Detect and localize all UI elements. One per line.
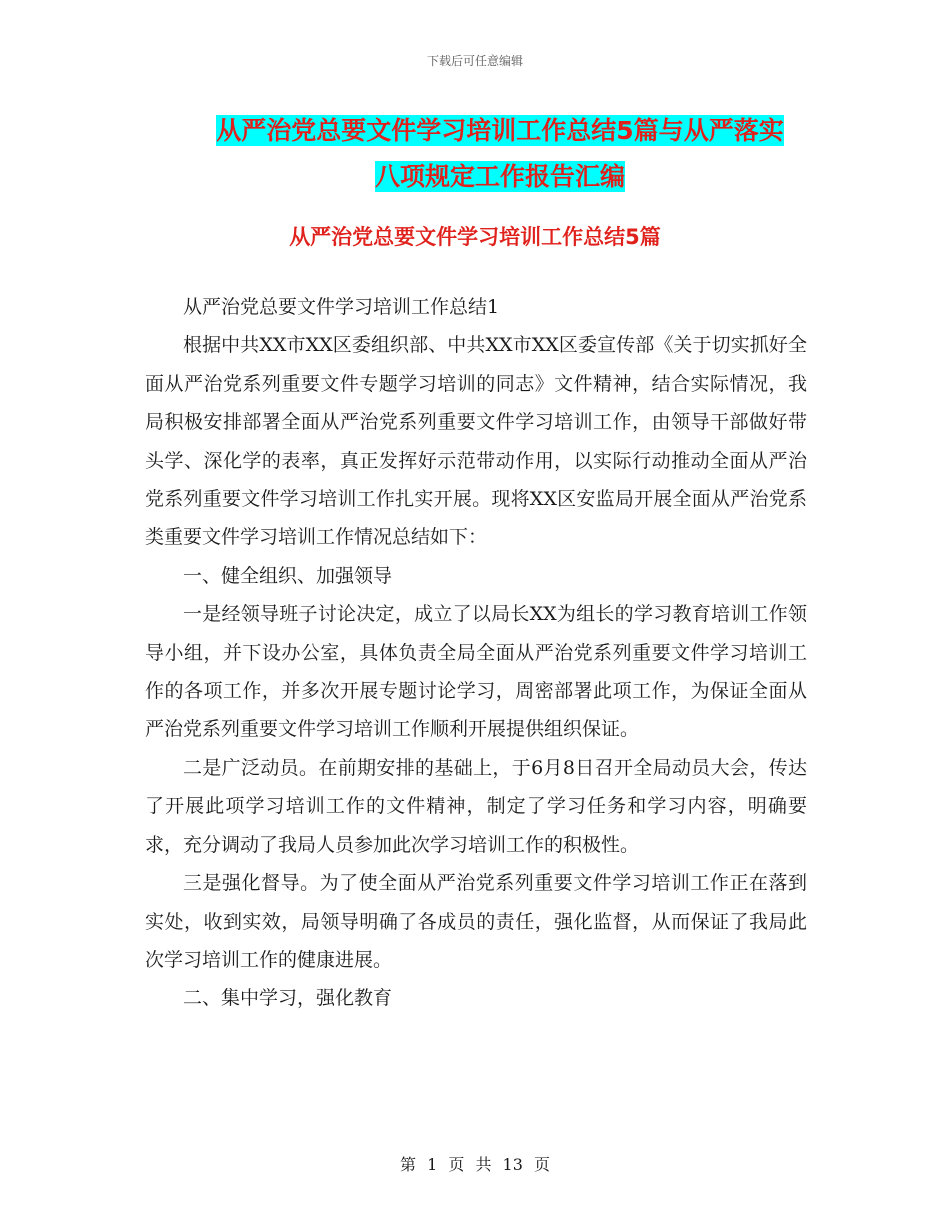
page-footer: 第 1 页 共 13 页: [400, 1155, 550, 1174]
paragraph-subtitle: 从严治党总要文件学习培训工作总结1: [183, 296, 500, 318]
document-title: [120, 108, 880, 200]
paragraph-point-3: 三是强化督导。为了使全面从严治党系列重要文件学习培训工作正在落到实处，收到实效，局领导明确了各成员的责任，强化监督，从而保证了我局此次学习培训工作的健康进展。: [145, 872, 807, 971]
heading-organization: 一、健全组织、加强领导: [183, 564, 393, 587]
document-title-line-2: 八项规定工作报告汇编: [374, 162, 625, 191]
paragraph-point-2: 二是广泛动员。在前期安排的基础上，于6月8日召开全局动员大会，传达了开展此项学习培训工作的文件精神，制定了学习任务和学习内容，明确要求，充分调动了我局人员参加此次学习培训工作的积极性。: [145, 756, 807, 856]
paragraph-point-1: 一是经领导班子讨论决定，成立了以局长XX为组长的学习教育培训工作领导小组，并下设办公室，具体负责全局全面从严治党系列重要文件学习培训工作的各项工作，并多次开展专题讨论学习，周密部署此项工作，为保证全面从严治党系列重要文件学习培训工作顺利开展提供组织保证。: [145, 603, 807, 741]
document-body: [145, 288, 807, 1018]
heading-study: 二、集中学习，强化教育: [183, 987, 393, 1010]
section-title: 从严治党总要文件学习培训工作总结5篇: [289, 225, 661, 249]
document-title-line-1: 从严治党总要文件学习培训工作总结5篇与从严落实: [216, 116, 784, 145]
paragraph-intro: 根据中共XX市XX区委组织部、中共XX市XX区委宣传部《关于切实抓好全面从严治党系列重要文件专题学习培训的同志》文件精神，结合实际情况，我局积极安排部署全面从严治党系列重要文件学习培训工作，由领导干部做好带头学、深化学的表率，真正发挥好示范带动作用，以实际行动推动全面从严治党系列重要文件学习培训工作扎实开展。现将XX区安监局开展全面从严治党系类重要文件学习培训工作情况总结如下：: [145, 334, 807, 549]
header-note: 下载后可任意编辑: [426, 54, 523, 68]
